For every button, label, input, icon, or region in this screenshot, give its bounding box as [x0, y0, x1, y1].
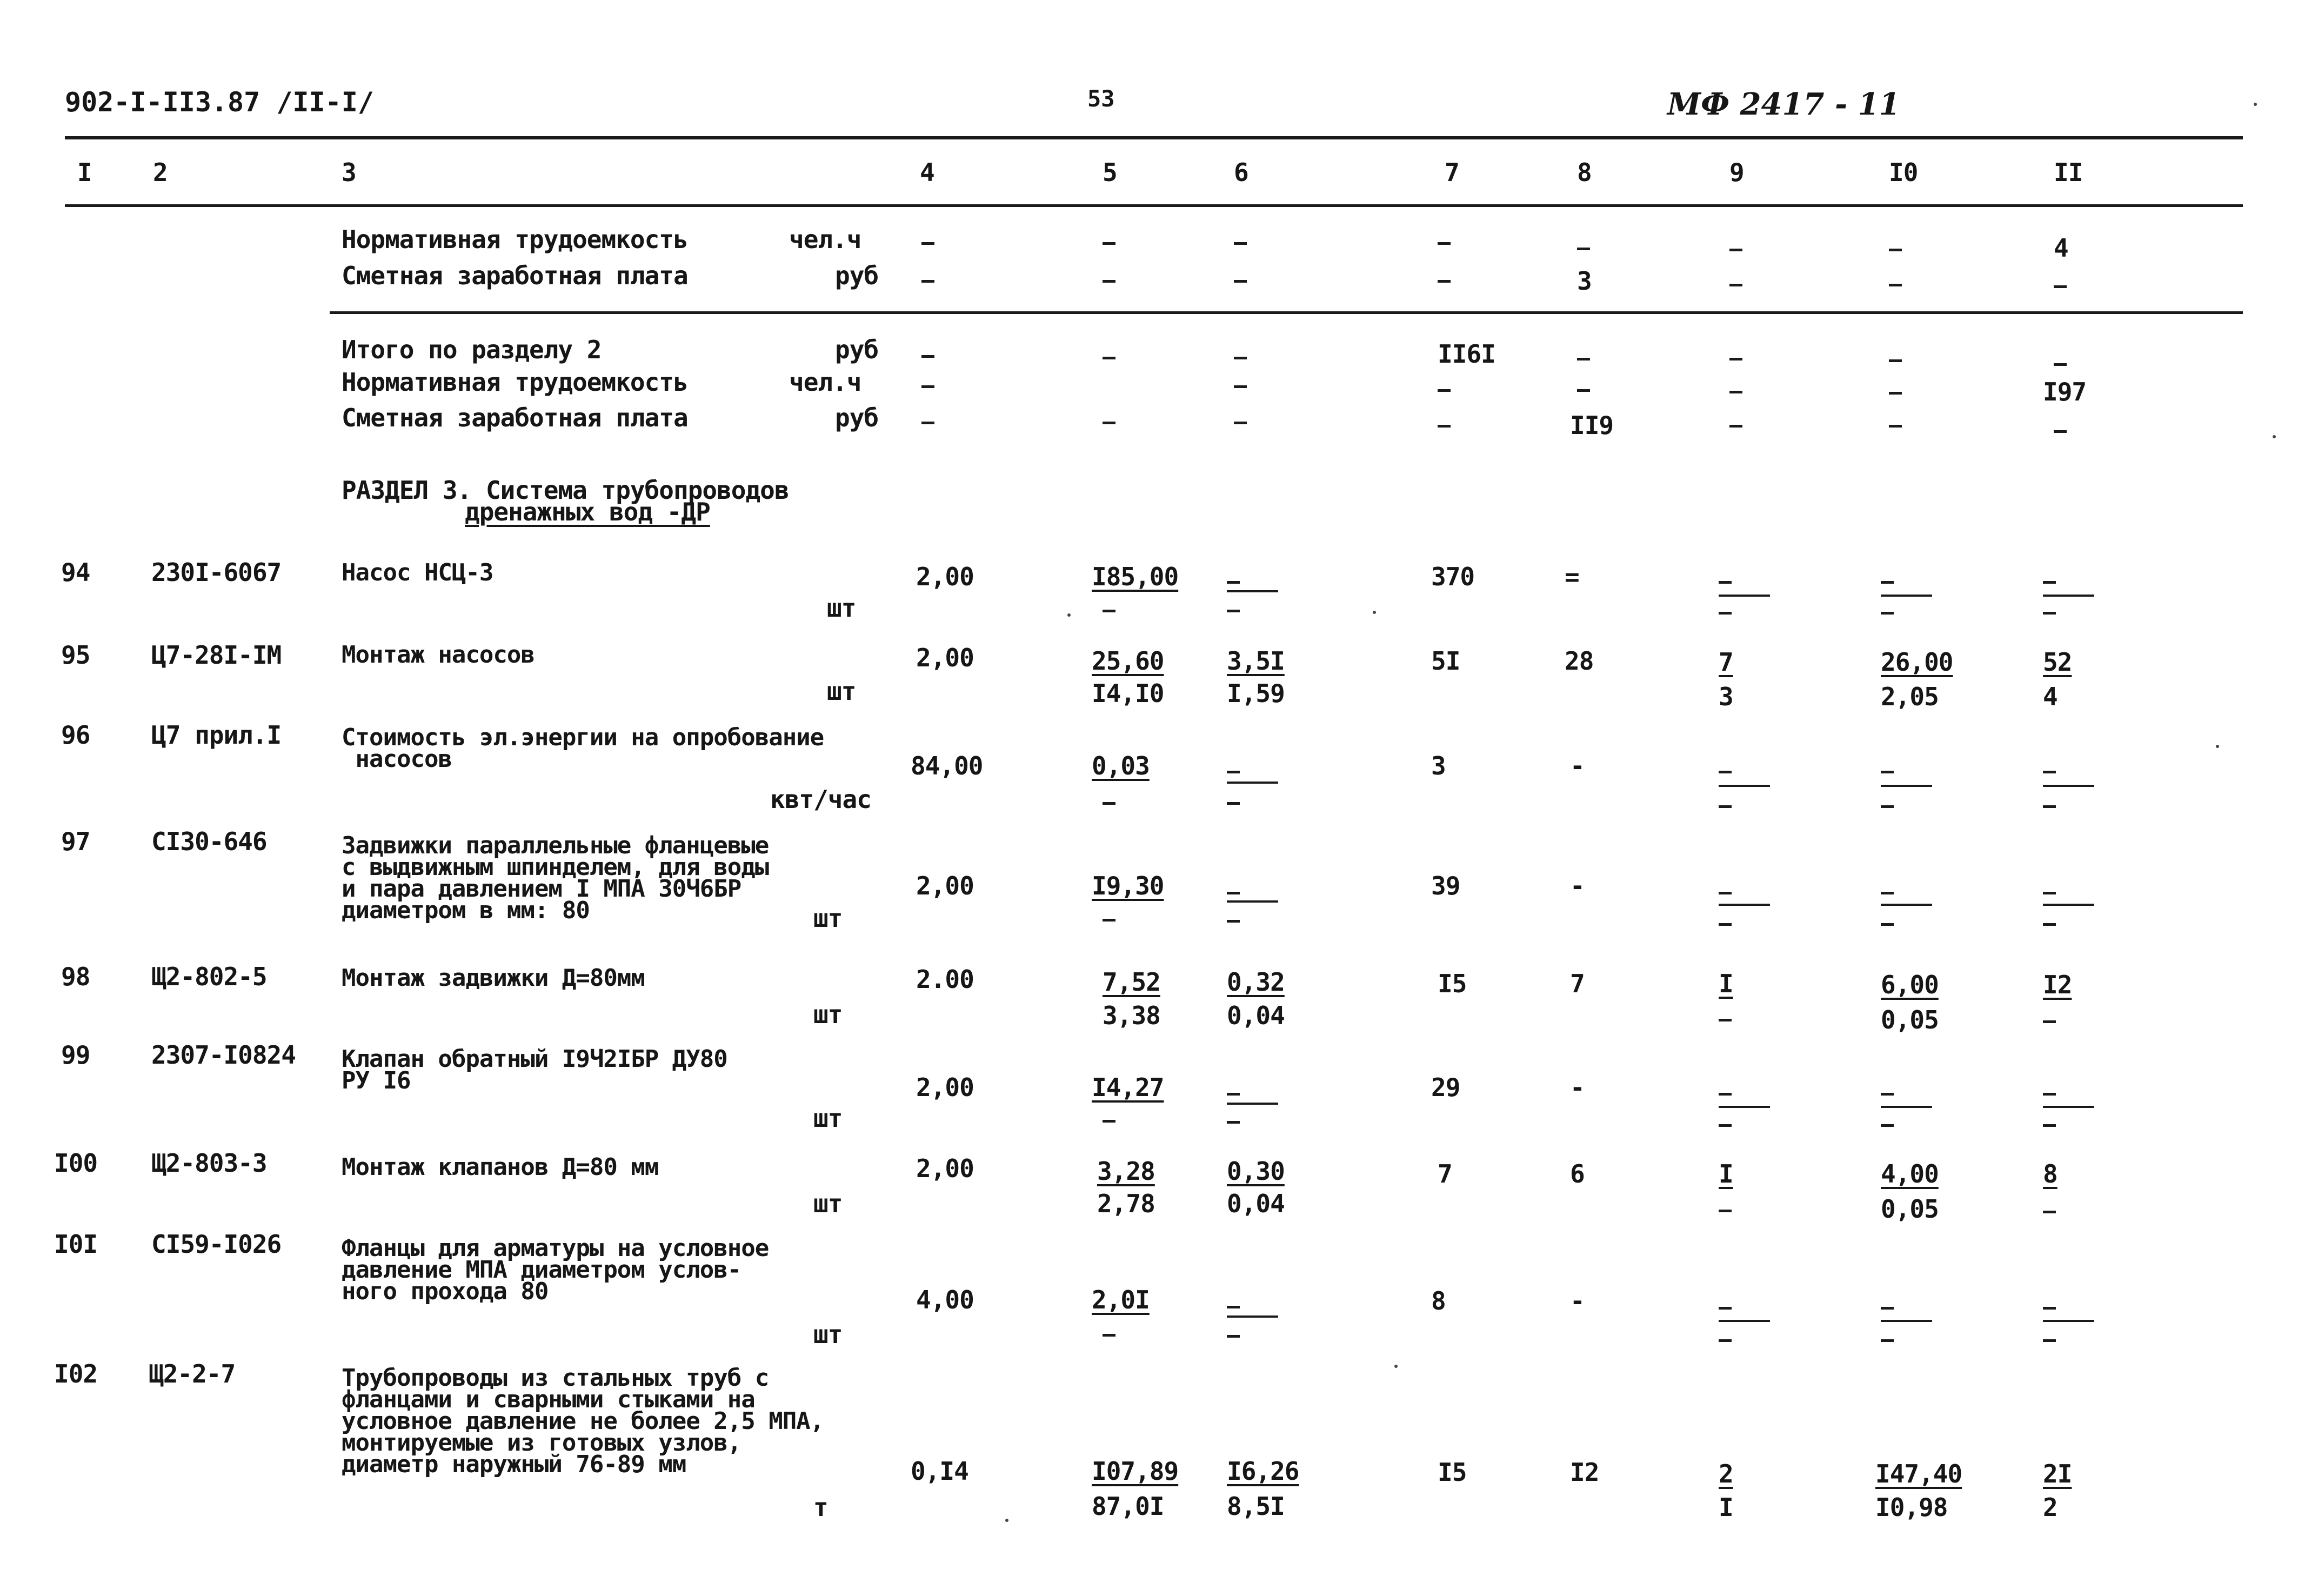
dash	[1881, 923, 1894, 926]
row-94-code: 230I-6067	[151, 558, 282, 587]
dash	[1729, 391, 1742, 393]
fraction-bar	[2043, 1320, 2094, 1322]
dash	[2043, 581, 2056, 584]
dash	[1577, 248, 1590, 250]
row-98-desc: Монтаж задвижки Д=80мм	[342, 964, 645, 992]
row-95-c11: 52	[2043, 647, 2072, 677]
row-100-c6-wage: 0,04	[1227, 1189, 1285, 1218]
dash	[1729, 425, 1742, 428]
header-top-rule	[65, 136, 2243, 139]
column-number-9: 9	[1729, 158, 1744, 187]
dash	[1227, 581, 1240, 584]
row-99-price: I4,27	[1092, 1073, 1164, 1102]
row-100-price: 3,28	[1097, 1157, 1155, 1186]
row-98-c9: I	[1719, 969, 1733, 998]
dash	[1719, 1093, 1732, 1096]
row-102-c10: I47,40	[1875, 1459, 1962, 1488]
dash	[1889, 425, 1902, 428]
dash	[2043, 1339, 2056, 1342]
row-95-code: Ц7-28I-IM	[151, 640, 282, 670]
row-95-desc: Монтаж насосов	[342, 641, 535, 669]
row-102-c6-wage: 8,5I	[1227, 1492, 1285, 1521]
dash	[1719, 892, 1732, 894]
row-99-code: 2307-I0824	[151, 1040, 296, 1070]
fraction-bar	[1227, 1103, 1278, 1105]
dash	[2043, 1307, 2056, 1310]
prev-labor-unit: чел.ч	[789, 225, 861, 254]
row-98-unit: шт	[813, 1000, 843, 1029]
dash	[1103, 610, 1115, 612]
row-98-c10: 6,00	[1881, 970, 1939, 999]
dash	[1438, 280, 1451, 283]
row-98-price: 7,52	[1103, 967, 1160, 997]
fraction-bar	[1719, 1106, 1770, 1108]
row-100-desc: Монтаж клапанов Д=80 мм	[342, 1153, 659, 1181]
s2-total-label: Итого по разделу 2	[342, 335, 602, 364]
dash	[1438, 242, 1451, 245]
row-95-price: 25,60	[1092, 646, 1164, 676]
prev-wage-c8: 3	[1577, 266, 1592, 296]
handwritten-reference: МФ 2417 - 11	[1667, 86, 1900, 122]
row-102-c11: 2I	[2043, 1459, 2072, 1488]
row-100-c7: 7	[1438, 1159, 1452, 1188]
dash	[1881, 1093, 1894, 1096]
section3-heading-cont: дренажных вод -ДР	[465, 497, 710, 526]
dash	[1227, 892, 1240, 894]
fraction-bar	[1719, 1320, 1770, 1322]
row-97-price: I9,30	[1092, 871, 1164, 900]
dash	[1881, 892, 1894, 894]
column-number-3: 3	[342, 158, 356, 187]
dash	[1103, 357, 1115, 359]
scan-speck	[1373, 611, 1376, 614]
fraction-bar	[1227, 900, 1278, 903]
row-98-qty: 2.00	[916, 965, 974, 994]
prev-labor-label: Нормативная трудоемкость	[342, 225, 688, 254]
s2-total-c7: II6I	[1438, 339, 1495, 369]
row-102-c11-wage: 2	[2043, 1493, 2057, 1522]
dash	[1719, 1124, 1732, 1127]
dash	[1103, 242, 1115, 245]
s2-labor-label: Нормативная трудоемкость	[342, 368, 688, 397]
dash	[2043, 771, 2056, 773]
row-96-qty: 84,00	[911, 751, 983, 780]
row-100-c8: 6	[1570, 1159, 1585, 1188]
column-number-2: 2	[153, 158, 168, 187]
dash	[1103, 802, 1115, 805]
row-98-c7: I5	[1438, 969, 1467, 998]
dash	[921, 242, 934, 245]
column-number-8: 8	[1577, 158, 1592, 187]
dash	[1103, 1120, 1115, 1123]
row-102-num: I02	[54, 1359, 98, 1388]
row-97-num: 97	[61, 827, 90, 856]
dash	[1234, 242, 1247, 245]
section3-heading: РАЗДЕЛ 3. Система трубопроводов	[342, 476, 789, 505]
dash	[2043, 1093, 2056, 1096]
row-102-unit: т	[813, 1493, 828, 1522]
s2-wage-unit: руб	[835, 403, 879, 432]
dash	[1227, 610, 1240, 612]
dash	[2043, 805, 2056, 808]
dash	[1103, 422, 1115, 424]
row-96-c8: -	[1570, 751, 1585, 780]
row-96-unit: квт/час	[770, 785, 871, 814]
dash	[1577, 389, 1590, 392]
row-95-unit: шт	[827, 677, 856, 706]
dash	[1234, 280, 1247, 283]
row-95-price-wage: I4,I0	[1092, 679, 1164, 708]
row-99-unit: шт	[813, 1104, 843, 1133]
row-95-qty: 2,00	[916, 643, 974, 672]
dash	[1227, 920, 1240, 923]
dash	[2043, 1211, 2056, 1213]
row-101-unit: шт	[813, 1320, 843, 1349]
row-102-desc: Трубопроводы из стальных труб с фланцами и сварными стыками на условное давление не более 2,5 МПА, монтируемые из готовых узлов, диаметр наружный 76-89 мм	[342, 1364, 824, 1478]
column-number-11: II	[2054, 158, 2083, 187]
dash	[1234, 357, 1247, 359]
scan-speck	[1005, 1519, 1008, 1522]
fraction-bar	[2043, 785, 2094, 787]
row-102-qty: 0,I4	[911, 1457, 968, 1486]
row-95-c7: 5I	[1431, 646, 1460, 676]
row-101-qty: 4,00	[916, 1285, 974, 1314]
fraction-bar	[2043, 595, 2094, 597]
row-96-num: 96	[61, 720, 90, 750]
row-100-c10-wage: 0,05	[1881, 1194, 1939, 1224]
row-102-code: Щ2-2-7	[149, 1359, 236, 1388]
column-number-10: I0	[1889, 158, 1918, 187]
prev-wage-unit: руб	[835, 261, 879, 290]
header-bottom-rule	[65, 204, 2243, 207]
row-98-c6: 0,32	[1227, 967, 1285, 997]
dash	[2054, 363, 2067, 366]
row-102-c8: I2	[1570, 1458, 1599, 1487]
row-102-c9-wage: I	[1719, 1493, 1733, 1522]
scan-speck	[2254, 103, 2257, 106]
scan-speck	[1394, 1365, 1398, 1368]
column-number-6: 6	[1234, 158, 1248, 187]
dash	[2043, 1020, 2056, 1023]
dash	[1889, 392, 1902, 395]
dash	[1438, 389, 1451, 392]
row-98-code: Щ2-802-5	[151, 962, 267, 991]
dash	[1729, 249, 1742, 251]
row-100-unit: шт	[813, 1189, 843, 1218]
prev-labor-c11: 4	[2054, 233, 2068, 263]
dash	[1889, 359, 1902, 362]
dash	[1719, 612, 1732, 615]
dash	[1719, 1019, 1732, 1021]
column-number-7: 7	[1445, 158, 1459, 187]
dash	[921, 422, 934, 424]
dash	[1729, 284, 1742, 286]
row-100-num: I00	[54, 1148, 98, 1178]
row-98-price-wage: 3,38	[1103, 1001, 1160, 1030]
row-95-c10: 26,00	[1881, 647, 1953, 677]
dash	[1103, 1334, 1115, 1337]
row-94-price: I85,00	[1092, 562, 1179, 591]
fraction-bar	[2043, 904, 2094, 906]
row-100-c6: 0,30	[1227, 1157, 1285, 1186]
row-95-c6-wage: I,59	[1227, 679, 1285, 708]
dash	[1719, 923, 1732, 926]
dash	[1719, 805, 1732, 808]
fraction-bar	[1227, 1315, 1278, 1318]
dash	[1227, 1335, 1240, 1338]
scan-speck	[2216, 745, 2219, 748]
dash	[1881, 1307, 1894, 1310]
s2-total-unit: руб	[835, 335, 879, 364]
scan-speck	[2273, 435, 2276, 438]
dash	[1227, 771, 1240, 773]
row-94-num: 94	[61, 558, 90, 587]
column-number-4: 4	[920, 158, 934, 187]
row-102-c6: I6,26	[1227, 1457, 1299, 1486]
row-102-price: I07,89	[1092, 1457, 1179, 1486]
row-100-qty: 2,00	[916, 1154, 974, 1183]
fraction-bar	[1719, 904, 1770, 906]
row-98-c6-wage: 0,04	[1227, 1001, 1285, 1030]
dash	[2054, 430, 2067, 433]
dash	[2043, 923, 2056, 926]
fraction-bar	[1881, 1320, 1932, 1322]
dash	[1889, 284, 1902, 286]
row-95-num: 95	[61, 640, 90, 670]
dash	[1719, 1339, 1732, 1342]
page-number: 53	[1087, 85, 1115, 112]
dash	[1227, 1093, 1240, 1096]
dash	[1227, 1121, 1240, 1124]
row-101-code: CI59-I026	[151, 1230, 282, 1259]
row-96-desc: Стоимость эл.энергии на опробование насосов	[342, 724, 824, 773]
row-98-c10-wage: 0,05	[1881, 1005, 1939, 1034]
dash	[921, 280, 934, 283]
row-95-c11-wage: 4	[2043, 682, 2057, 711]
row-94-c8: =	[1565, 562, 1579, 591]
row-96-code: Ц7 прил.I	[151, 720, 282, 750]
row-94-desc: Насос НСЦ-3	[342, 559, 493, 586]
row-94-unit: шт	[827, 593, 856, 623]
dash	[1881, 1339, 1894, 1342]
row-97-c7: 39	[1431, 871, 1460, 900]
dash	[921, 355, 934, 358]
dash	[1881, 581, 1894, 584]
row-102-c9: 2	[1719, 1459, 1733, 1488]
row-97-desc: Задвижки параллельные фланцевые с выдвижным шпинделем, для воды и пара давлением I МПА 30Ч6БР диаметром в мм: 80	[342, 832, 769, 924]
document-code: 902-I-II3.87 /II-I/	[65, 86, 374, 118]
s2-labor-c11: I97	[2043, 377, 2087, 406]
row-97-c8: -	[1570, 871, 1585, 900]
dash	[1881, 1124, 1894, 1127]
row-100-price-wage: 2,78	[1097, 1189, 1155, 1218]
fraction-bar	[1881, 1106, 1932, 1108]
fraction-bar	[1881, 595, 1932, 597]
row-102-c10-wage: I0,98	[1875, 1493, 1948, 1522]
s2-labor-unit: чел.ч	[789, 368, 861, 397]
row-97-qty: 2,00	[916, 871, 974, 900]
row-97-code: CI30-646	[151, 827, 267, 856]
row-95-c10-wage: 2,05	[1881, 682, 1939, 711]
dash	[1719, 1307, 1732, 1310]
row-101-desc: Фланцы для арматуры на условное давление МПА диаметром услов- ного прохода 80	[342, 1234, 769, 1305]
row-99-num: 99	[61, 1040, 90, 1070]
dash	[2043, 892, 2056, 894]
dash	[1103, 280, 1115, 283]
dash	[1881, 771, 1894, 773]
dash	[1881, 612, 1894, 615]
row-97-unit: шт	[813, 904, 843, 933]
dash	[1577, 358, 1590, 360]
dash	[921, 385, 934, 388]
dash	[1227, 802, 1240, 805]
dash	[1729, 358, 1742, 360]
fraction-bar	[1719, 785, 1770, 787]
row-101-num: I0I	[54, 1230, 98, 1259]
dash	[1438, 425, 1451, 428]
row-101-price: 2,0I	[1092, 1285, 1150, 1314]
dash	[1881, 805, 1894, 808]
dash	[2054, 285, 2067, 288]
row-101-c8: -	[1570, 1286, 1585, 1315]
dash	[1719, 771, 1732, 773]
row-95-c8: 28	[1565, 646, 1594, 676]
row-96-c7: 3	[1431, 751, 1446, 780]
column-number-5: 5	[1103, 158, 1117, 187]
row-94-qty: 2,00	[916, 562, 974, 591]
row-96-price: 0,03	[1092, 751, 1150, 780]
row-100-c9: I	[1719, 1159, 1733, 1188]
fraction-bar	[1227, 782, 1278, 784]
row-98-c11: I2	[2043, 970, 2072, 999]
row-102-price-wage: 87,0I	[1092, 1492, 1164, 1521]
fraction-bar	[1719, 595, 1770, 597]
section-divider-rule	[330, 311, 2243, 314]
dash	[1889, 249, 1902, 251]
row-95-c9-wage: 3	[1719, 682, 1733, 711]
row-99-c8: -	[1570, 1073, 1585, 1102]
scan-speck	[1067, 613, 1071, 617]
column-number-1: I	[77, 158, 92, 187]
row-100-c11: 8	[2043, 1159, 2057, 1188]
dash	[1227, 1306, 1240, 1308]
row-95-c9: 7	[1719, 647, 1733, 677]
row-98-num: 98	[61, 962, 90, 991]
prev-wage-label: Сметная заработная плата	[342, 261, 688, 290]
row-99-desc: Клапан обратный I9Ч2IБР ДУ80 РУ I6	[342, 1045, 727, 1094]
dash	[2043, 1124, 2056, 1127]
dash	[1234, 422, 1247, 424]
row-98-c8: 7	[1570, 969, 1585, 998]
row-95-c6: 3,5I	[1227, 646, 1285, 676]
row-99-c7: 29	[1431, 1073, 1460, 1102]
row-94-c7: 370	[1431, 562, 1475, 591]
row-101-c7: 8	[1431, 1286, 1446, 1315]
fraction-bar	[1227, 590, 1278, 592]
dash	[2043, 612, 2056, 615]
fraction-bar	[2043, 1106, 2094, 1108]
row-99-qty: 2,00	[916, 1073, 974, 1102]
dash	[1719, 581, 1732, 584]
fraction-bar	[1881, 785, 1932, 787]
dash	[1103, 919, 1115, 921]
dash	[1719, 1210, 1732, 1212]
s2-wage-c8: II9	[1570, 411, 1614, 440]
row-102-c7: I5	[1438, 1458, 1467, 1487]
row-100-code: Щ2-803-3	[151, 1148, 267, 1178]
row-100-c10: 4,00	[1881, 1159, 1939, 1188]
dash	[1234, 385, 1247, 388]
fraction-bar	[1881, 904, 1932, 906]
s2-wage-label: Сметная заработная плата	[342, 403, 688, 432]
